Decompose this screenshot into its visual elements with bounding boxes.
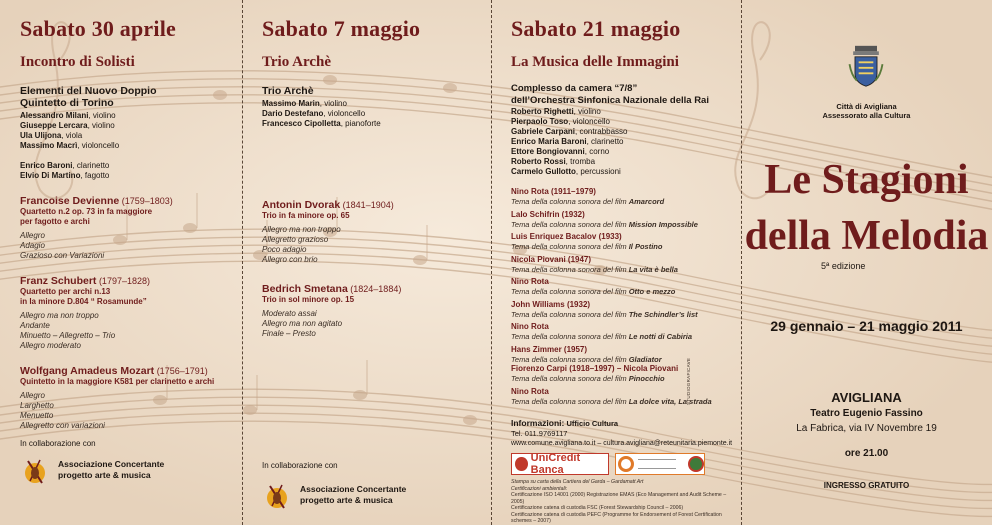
program-piece (20, 275, 235, 351)
performer: Pierpaolo Toso, violoncello (511, 117, 611, 126)
work-title: Quartetto per archi n.13 (20, 287, 111, 296)
work-title: Trio in fa minore op. 65 (262, 211, 350, 220)
work-title: per fagotto e archi (20, 217, 90, 226)
text-lines-icon (638, 459, 677, 469)
department-name: Assessorato alla Cultura (822, 111, 911, 120)
concert-subtitle: Trio Archè (262, 54, 332, 70)
movement: Menuetto (20, 411, 54, 420)
work-title: Quartetto n.2 op. 73 in fa maggiore (20, 207, 153, 216)
film-item: Nino Rota Tema della colonna sonora del film La dolce vita, La strada (511, 386, 712, 406)
event-title-line-1: Le Stagioni (764, 157, 969, 203)
unicredit-logo: UniCredit Banca (511, 453, 609, 475)
city-name: Città di Avigliana (836, 102, 897, 111)
composer-name: Wolfgang Amadeus Mozart (1756–1791) (20, 365, 208, 377)
season-dates: 29 gennaio – 21 maggio 2011 (770, 318, 963, 334)
film-item: Nicola Piovani (1947) Tema della colonna sonora del film La vita è bella (511, 254, 678, 274)
info-heading: Informazioni: Ufficio Cultura (511, 418, 619, 428)
performer-list (511, 107, 733, 177)
info-block (511, 418, 733, 525)
ring-icon (618, 456, 634, 472)
association-name: Associazione Concertante progetto arte & musica (300, 484, 407, 505)
panel-30-april (20, 0, 235, 525)
movement: Allegro ma non agitato (262, 319, 343, 328)
venue-city: AVIGLIANA (831, 390, 902, 405)
composer-name: Franz Schubert (1797–1828) (20, 275, 150, 287)
ensemble-name: Complesso da camera “7/8” dell’Orchestra Sinfonica Nazionale della Rai (511, 83, 709, 106)
movement: Allegro con brio (262, 255, 318, 264)
association-credit (20, 455, 235, 485)
movement: Grazioso con Variazioni (20, 251, 105, 260)
work-title: Trio in sol minore op. 15 (262, 295, 355, 304)
movement: Allegretto grazioso (262, 235, 329, 244)
film-list (511, 187, 733, 406)
performer-list (262, 99, 482, 129)
performer-list-2 (20, 161, 235, 181)
film-item: Luis Enriquez Bacalov (1933) Tema della colonna sonora del film Il Postino (511, 232, 663, 251)
ensemble-name: Trio Archè (262, 85, 314, 97)
film-item: Nino Rota (1911–1979) Tema della colonna sonora del film Amarcord (511, 187, 665, 206)
performer-list (20, 111, 235, 151)
performer: Massimo Macrì, violoncello (20, 141, 120, 150)
movement: Finale – Presto (262, 329, 316, 338)
movement: Allegro moderato (20, 341, 81, 350)
unicredit-icon (515, 457, 528, 471)
performer: Ula Ulijona, viola (20, 131, 83, 140)
panel-cover (741, 0, 992, 525)
program-piece (262, 283, 482, 339)
print-notes: Stampa su carta della Cartiera del Garda – Gardamatt Art Certificazioni ambientali: Certificazione ISO 14001 (2000) Registrazione EMAS (Eco Management and Audit Scheme – 2005) Certificazione catena di custodia FSC (Forest Stewardship Council – 2006) Certificazione catena di custodia PEFC (Programme for Endorsement of Forest Certification schemes – 2007) (511, 479, 727, 524)
info-web: www.comune.avigliana.to.it – cultura.avigliana@reteunitaria.piemonte.it (511, 440, 733, 447)
info-phone: Tel. 011.9769117 (511, 429, 568, 438)
film-item: Lalo Schifrin (1932) Tema della colonna sonora del film Mission Impossible (511, 209, 698, 229)
film-item: Hans Zimmer (1957) Tema della colonna sonora del film Gladiator (511, 344, 662, 364)
program-piece (262, 199, 482, 265)
performer: Gabriele Carpani, contrabbasso (511, 127, 628, 136)
movement: Moderato assai (262, 309, 317, 318)
film-item: Nino Rota Tema della colonna sonora del film Le notti di Cabiria (511, 322, 693, 341)
composer-name: Antonin Dvorak (1841–1904) (262, 199, 394, 211)
panel-21-may (511, 0, 733, 525)
venue-theatre: Teatro Eugenio Fassino (810, 408, 923, 419)
sponsor-row (511, 453, 733, 475)
work-title: Quintetto in la maggiore K581 per clarinetto e archi (20, 377, 215, 386)
program-piece (20, 365, 235, 431)
free-entry: INGRESSO GRATUITO (823, 481, 910, 490)
ensemble-line: Quintetto di Torino (20, 97, 114, 109)
concert-date: Sabato 30 aprile (20, 16, 176, 41)
edition-label: 5ª edizione (821, 261, 866, 271)
concert-subtitle: La Musica delle Immagini (511, 54, 679, 70)
performer: Alessandro Milani, violino (20, 111, 116, 120)
movement: Larghetto (20, 401, 54, 410)
movement: Poco adagio (262, 245, 307, 254)
collaboration-label: In collaborazione con (262, 461, 338, 470)
association-name: Associazione Concertante progetto arte & musica (58, 459, 165, 480)
fold-divider-2 (491, 0, 492, 525)
coat-of-arms-icon (847, 44, 885, 88)
movement: Adagio (20, 241, 45, 250)
composer-name: Francoise Devienne (1759–1803) (20, 195, 173, 207)
fold-divider-1 (242, 0, 243, 525)
performer: Roberto Rossi, tromba (511, 157, 596, 166)
composer-name: Bedrich Smetana (1824–1884) (262, 283, 402, 295)
performer: Elvio Di Martino, fagotto (20, 171, 110, 180)
collaboration-label: In collaborazione con (20, 439, 96, 448)
start-time: ore 21.00 (844, 448, 889, 459)
event-title-line-2: della Melodia (744, 213, 989, 259)
vertical-credit: STUDIOGRAFICAVE (686, 357, 691, 405)
movement: Allegro ma non troppo (262, 225, 341, 234)
ensemble-line: Elementi del Nuovo Doppio (20, 85, 157, 97)
performer: Giuseppe Lercara, violino (20, 121, 115, 130)
movement: Andante (20, 321, 50, 330)
concert-date: Sabato 21 maggio (511, 16, 681, 41)
panel-7-may (262, 0, 482, 525)
violin-logo-icon (262, 480, 292, 510)
film-item: John Williams (1932) Tema della colonna sonora del film The Schindler’s list (511, 299, 698, 319)
movement: Minuetto – Allegretto – Trio (20, 331, 116, 340)
film-item: Fiorenzo Carpi (1918–1997) – Nicola Piovani Tema della colonna sonora del film Pinocchio (511, 364, 679, 383)
movement: Allegro (20, 231, 45, 240)
cartiera-logo (615, 453, 705, 475)
venue-address: La Fabrica, via IV Novembre 19 (796, 423, 937, 434)
movement: Allegretto con variazioni (20, 421, 105, 430)
work-title: in la minore D.804 “ Rosamunde” (20, 297, 147, 306)
movement: Allegro ma non troppo (20, 311, 99, 320)
movement: Allegro (20, 391, 45, 400)
performer: Dario Destefano, violoncello (262, 109, 366, 118)
performer: Carmelo Gullotto, percussioni (511, 167, 621, 176)
program-piece (20, 195, 235, 261)
seal-icon (688, 456, 704, 472)
performer: Enrico Baroni, clarinetto (20, 161, 110, 170)
performer: Enrico Maria Baroni, clarinetto (511, 137, 624, 146)
performer: Francesco Cipolletta, pianoforte (262, 119, 381, 128)
concert-date: Sabato 7 maggio (262, 16, 421, 41)
association-credit (262, 480, 406, 510)
performer: Massimo Marin, violino (262, 99, 347, 108)
film-item: Nino Rota Tema della colonna sonora del film Otto e mezzo (511, 277, 676, 296)
concert-subtitle: Incontro di Solisti (20, 54, 135, 70)
ensemble-name (20, 85, 235, 109)
performer: Roberto Righetti, violino (511, 107, 601, 116)
violin-logo-icon (20, 455, 50, 485)
performer: Ettore Bongiovanni, corno (511, 147, 610, 156)
